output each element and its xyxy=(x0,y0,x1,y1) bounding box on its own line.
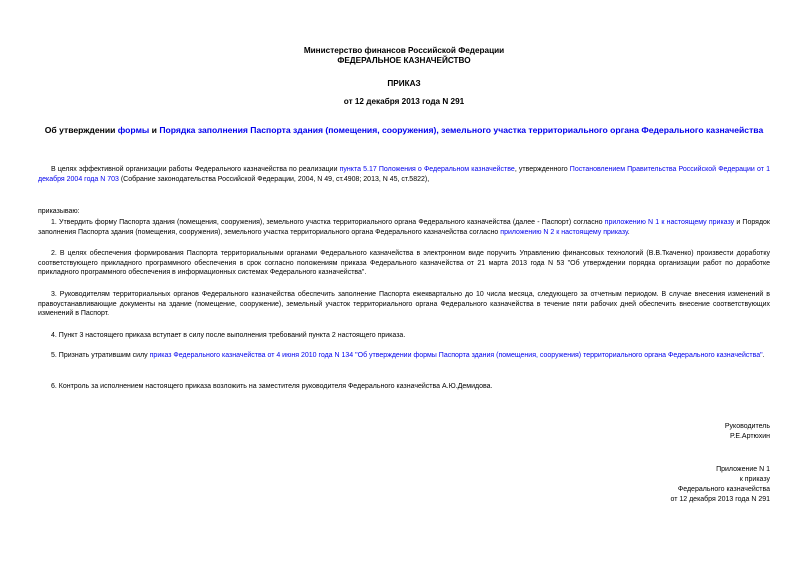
appendix-1-link[interactable]: приложению N 1 к настоящему приказу xyxy=(604,219,735,226)
appendix-line-3: Федерального казначейства xyxy=(677,486,770,493)
signature-name: Р.Е.Артюхин xyxy=(730,433,770,440)
item-1-paragraph xyxy=(38,218,770,237)
item-2-paragraph: 2. В целях обеспечения формирования Паспорта территориальными органами Федерального казначейства в электронном виде поручить Управлению финансовых технологий (В.В.Ткаченко) произвести доработку соответствующего прикладного программного обеспечения в срок согласно положениям приказа Федерального казначейства от 21 марта 2013 года N 53 "Об утверждении порядка организации работ по доработке прикладного программного обеспечения в информационных системах Федерального казначейства". xyxy=(38,250,770,277)
item-1-text2: и Порядок заполнения Паспорта здания (помещения, сооружения), земельного участка территориального органа Федерального казначейства согласно xyxy=(38,219,770,236)
item-5-text2: . xyxy=(762,352,765,359)
appendix-line-2: к приказу xyxy=(739,476,770,483)
item-6-paragraph: 6. Контроль за исполнением настоящего приказа возложить на заместителя руководителя Федерального казначейства А.Ю.Демидова. xyxy=(51,383,493,390)
preamble-text2: , утвержденного xyxy=(514,166,570,173)
item-5-text1: 5. Признать утратившим силу xyxy=(51,352,150,359)
form-link[interactable]: формы xyxy=(117,125,150,135)
agency-heading: ФЕДЕРАЛЬНОЕ КАЗНАЧЕЙСТВО xyxy=(337,56,471,65)
repealed-order-link[interactable]: приказ Федерального казначейства от 4 июня 2010 года N 134 "Об утверждении формы Паспорта здания (помещения, сооружения) территориального органа Федерального казначейства" xyxy=(149,352,763,359)
appendix-line-4: от 12 декабря 2013 года N 291 xyxy=(670,496,770,503)
procedure-link[interactable]: Порядка заполнения Паспорта здания (помещения, сооружения), земельного участка территориального органа Федерального казначейства xyxy=(159,125,764,135)
item-1-text1: 1. Утвердить форму Паспорта здания (помещения, сооружения), земельного участка территориального органа Федерального казначейства (далее - Паспорт) согласно xyxy=(51,219,605,226)
preamble-text1: В целях эффективной организации работы Федерального казначейства по реализации xyxy=(51,166,340,173)
preamble-text3: (Собрание законодательства Российской Федерации, 2004, N 49, ст.4908; 2013, N 45, ст.5822), xyxy=(118,175,430,183)
government-decree-link[interactable]: Постановлением Правительства Российской Федерации от 1 декабря 2004 года N 703 xyxy=(38,166,770,183)
order-word: приказываю: xyxy=(38,208,80,215)
doc-type-heading: ПРИКАЗ xyxy=(387,79,421,88)
title-part2: и xyxy=(149,125,160,135)
item-4-paragraph: 4. Пункт 3 настоящего приказа вступает в силу после выполнения требований пункта 2 настоящего приказа. xyxy=(51,332,406,339)
item-3-paragraph: 3. Руководителям территориальных органов Федерального казначейства обеспечить заполнение Паспорта ежеквартально до 10 числа месяца, следующего за отчетным периодом. В случае внесения изменений в правоустанавливающие документы на здание (помещение, сооружение), земельный участок территориального органа Федерального казначейства в течение пяти рабочих дней обеспечить внесение соответствующих изменений в Паспорт. xyxy=(38,291,770,318)
item-1-text3: . xyxy=(627,228,630,236)
signature-position: Руководитель xyxy=(724,423,770,430)
appendix-line-1: Приложение N 1 xyxy=(716,466,770,473)
regulation-clause-link[interactable]: пункта 5.17 Положения о Федеральном казначействе xyxy=(339,166,515,173)
ministry-heading: Министерство финансов Российской Федерации xyxy=(303,46,505,55)
date-number-heading: от 12 декабря 2013 года N 291 xyxy=(343,97,465,106)
document-title xyxy=(38,125,770,136)
preamble-paragraph xyxy=(38,165,770,184)
title-part1: Об утверждении xyxy=(44,125,118,135)
item-5-paragraph xyxy=(38,351,770,361)
appendix-2-link[interactable]: приложению N 2 к настоящему приказу xyxy=(500,228,628,236)
document-page xyxy=(38,38,770,558)
